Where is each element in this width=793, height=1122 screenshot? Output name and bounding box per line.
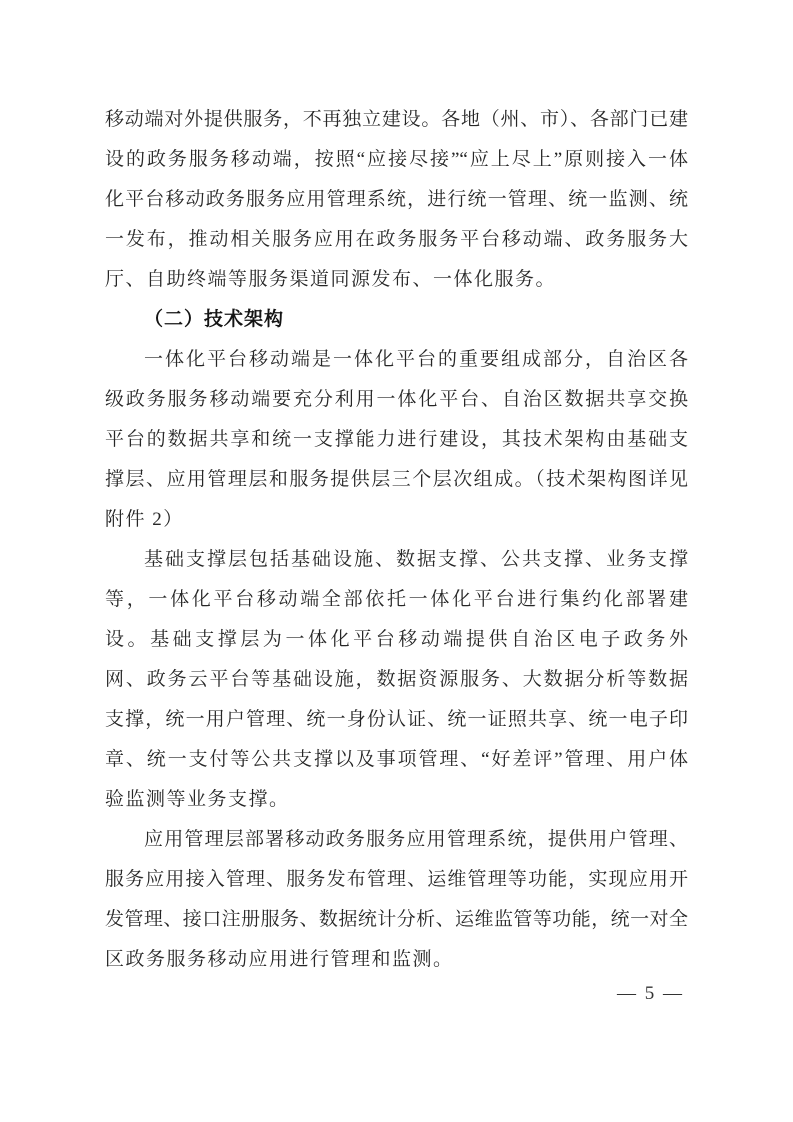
paragraph-1	[105, 100, 688, 300]
section-heading: （二）技术架构	[144, 309, 285, 330]
text-line: 设。基础支撑层为一体化平台移动端提供自治区电子政务外	[105, 629, 688, 650]
text-line: 设的政务服务移动端，按照“应接尽接”“应上尽上”原则接入一体	[105, 149, 688, 170]
text-line: 撑层、应用管理层和服务提供层三个层次组成。（技术架构图详见	[105, 469, 688, 490]
text-line: 附件 2）	[105, 509, 184, 530]
paragraph-4	[105, 820, 688, 980]
paragraph-3	[105, 540, 688, 820]
text-line: 基础支撑层包括基础设施、数据支撑、公共支撑、业务支撑	[144, 549, 688, 570]
text-line: 平台的数据共享和统一支撑能力进行建设，其技术架构由基础支	[105, 429, 688, 450]
text-line: 区政务服务移动应用进行管理和监测。	[105, 949, 454, 970]
text-line: 一发布，推动相关服务应用在政务服务平台移动端、政务服务大	[105, 229, 688, 250]
text-line: 厅、自助终端等服务渠道同源发布、一体化服务。	[105, 269, 557, 290]
text-line: 化平台移动政务服务应用管理系统，进行统一管理、统一监测、统	[105, 189, 688, 210]
text-line: 验监测等业务支撑。	[105, 789, 290, 810]
text-line: 网、政务云平台等基础设施，数据资源服务、大数据分析等数据	[105, 669, 688, 690]
paragraph-2	[105, 340, 688, 540]
text-line: 发管理、接口注册服务、数据统计分析、运维监管等功能，统一对全	[105, 909, 688, 930]
text-line: 级政务服务移动端要充分利用一体化平台、自治区数据共享交换	[105, 389, 688, 410]
text-line: 支撑，统一用户管理、统一身份认证、统一证照共享、统一电子印	[105, 709, 688, 730]
text-line: 服务应用接入管理、服务发布管理、运维管理等功能，实现应用开	[105, 869, 688, 890]
text-line: 应用管理层部署移动政务服务应用管理系统，提供用户管理、	[144, 829, 688, 850]
section-heading-block	[105, 300, 688, 340]
text-line: 章、统一支付等公共支撑以及事项管理、“好差评”管理、用户体	[105, 749, 688, 770]
text-line: 等，一体化平台移动端全部依托一体化平台进行集约化部署建	[105, 589, 688, 610]
text-line: 一体化平台移动端是一体化平台的重要组成部分，自治区各	[144, 349, 688, 370]
page-number: — 5 —	[617, 983, 684, 1004]
page-footer	[105, 974, 688, 1014]
document-body	[105, 100, 688, 980]
text-line: 移动端对外提供服务，不再独立建设。各地（州、市）、各部门已建	[105, 109, 688, 130]
